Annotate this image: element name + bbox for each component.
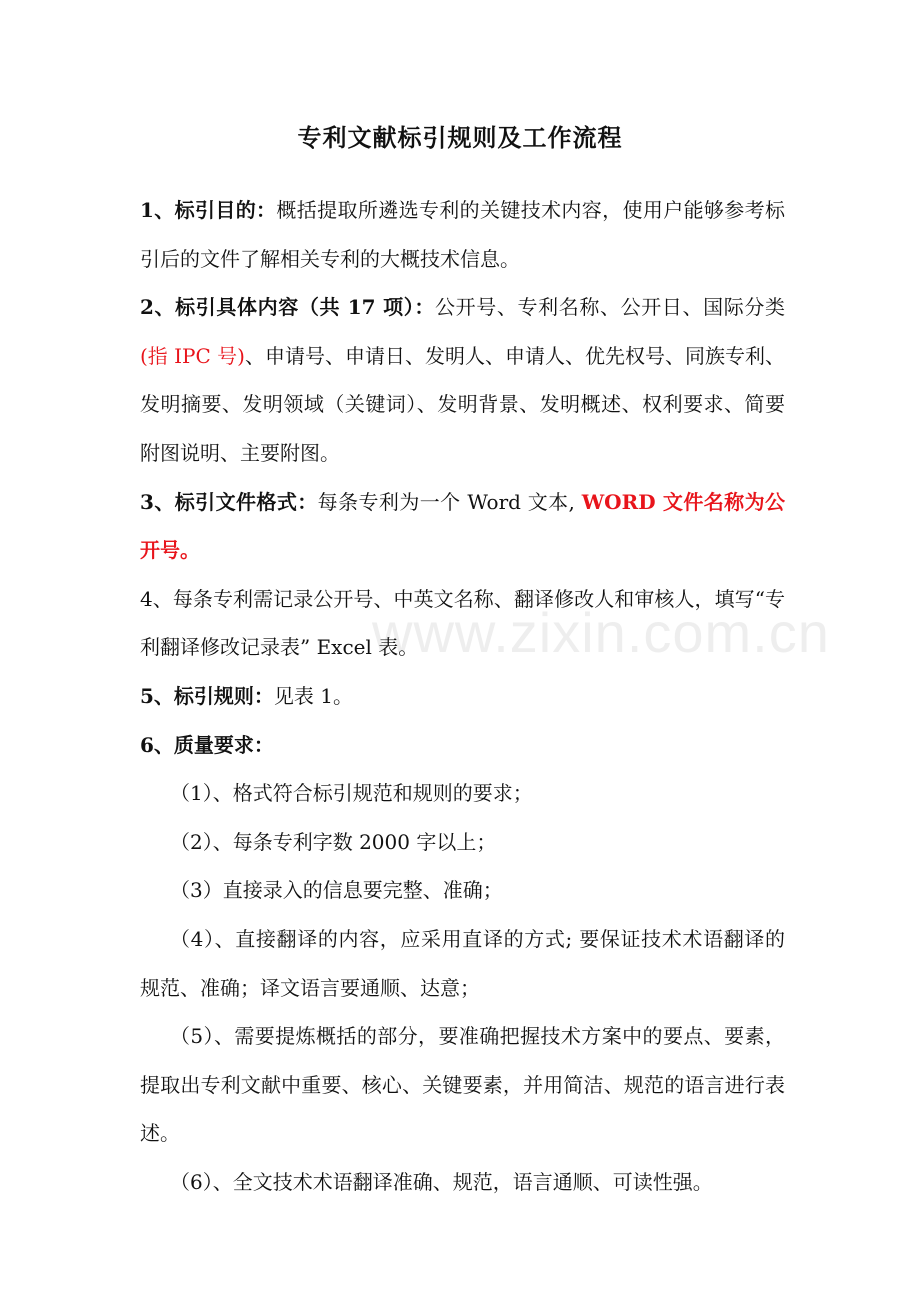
content-ipc-note: (指 IPC 号)	[140, 343, 245, 368]
quality-item: （5）、需要提炼概括的部分，要准确把握技术方案中的要点、要素，提取出专利文献中重要、核心、关键要素，并用简洁、规范的语言进行表述。	[140, 1024, 785, 1146]
format-text: 每条专利为一个 Word 文本,	[317, 489, 582, 514]
document-body	[140, 186, 785, 1206]
paragraph-format	[140, 478, 785, 575]
paragraph-purpose	[140, 186, 785, 283]
format-highlight: WORD 文件名称为公开号。	[140, 489, 785, 563]
quality-item: （1）、格式符合标引规范和规则的要求；	[170, 781, 533, 806]
content-label: 2、标引具体内容（共 17 项）：	[140, 295, 436, 320]
paragraph-record: 4、每条专利需记录公开号、中英文名称、翻译修改人和审核人，填写“专利翻译修改记录表” Excel 表。	[140, 586, 785, 660]
quality-label: 6、质量要求：	[140, 732, 274, 757]
purpose-label: 1、标引目的：	[140, 198, 277, 222]
quality-item: （2）、每条专利字数 2000 字以上；	[170, 829, 497, 854]
content-text-b: 、申请号、申请日、发明人、申请人、优先权号、同族专利、发明摘要、发明领域（关键词）、发明背景、发明概述、权利要求、简要附图说明、主要附图。	[140, 343, 785, 465]
purpose-text: 概括提取所遴选专利的关键技术内容，使用户能够参考标引后的文件了解相关专利的大概技术信息。	[140, 198, 785, 271]
quality-item: （6）、全文技术术语翻译准确、规范，语言通顺、可读性强。	[170, 1169, 713, 1194]
paragraph-rules	[140, 672, 785, 721]
rules-label: 5、标引规则：	[140, 683, 274, 708]
quality-item: （4）、直接翻译的内容，应采用直译的方式; 要保证技术术语翻译的规范、准确；译文语言要通顺、达意；	[140, 926, 785, 1000]
format-label: 3、标引文件格式：	[140, 489, 318, 514]
content-text-a: 公开号、专利名称、公开日、国际分类	[435, 295, 785, 320]
paragraph-content	[140, 283, 785, 477]
watermark: www.zixin.com.cn	[372, 601, 830, 664]
quality-item: （3）直接录入的信息要完整、准确；	[170, 878, 503, 903]
page-title: 专利文献标引规则及工作流程	[297, 123, 623, 152]
paragraph-quality-heading	[140, 721, 785, 770]
rules-text: 见表 1。	[273, 683, 354, 708]
